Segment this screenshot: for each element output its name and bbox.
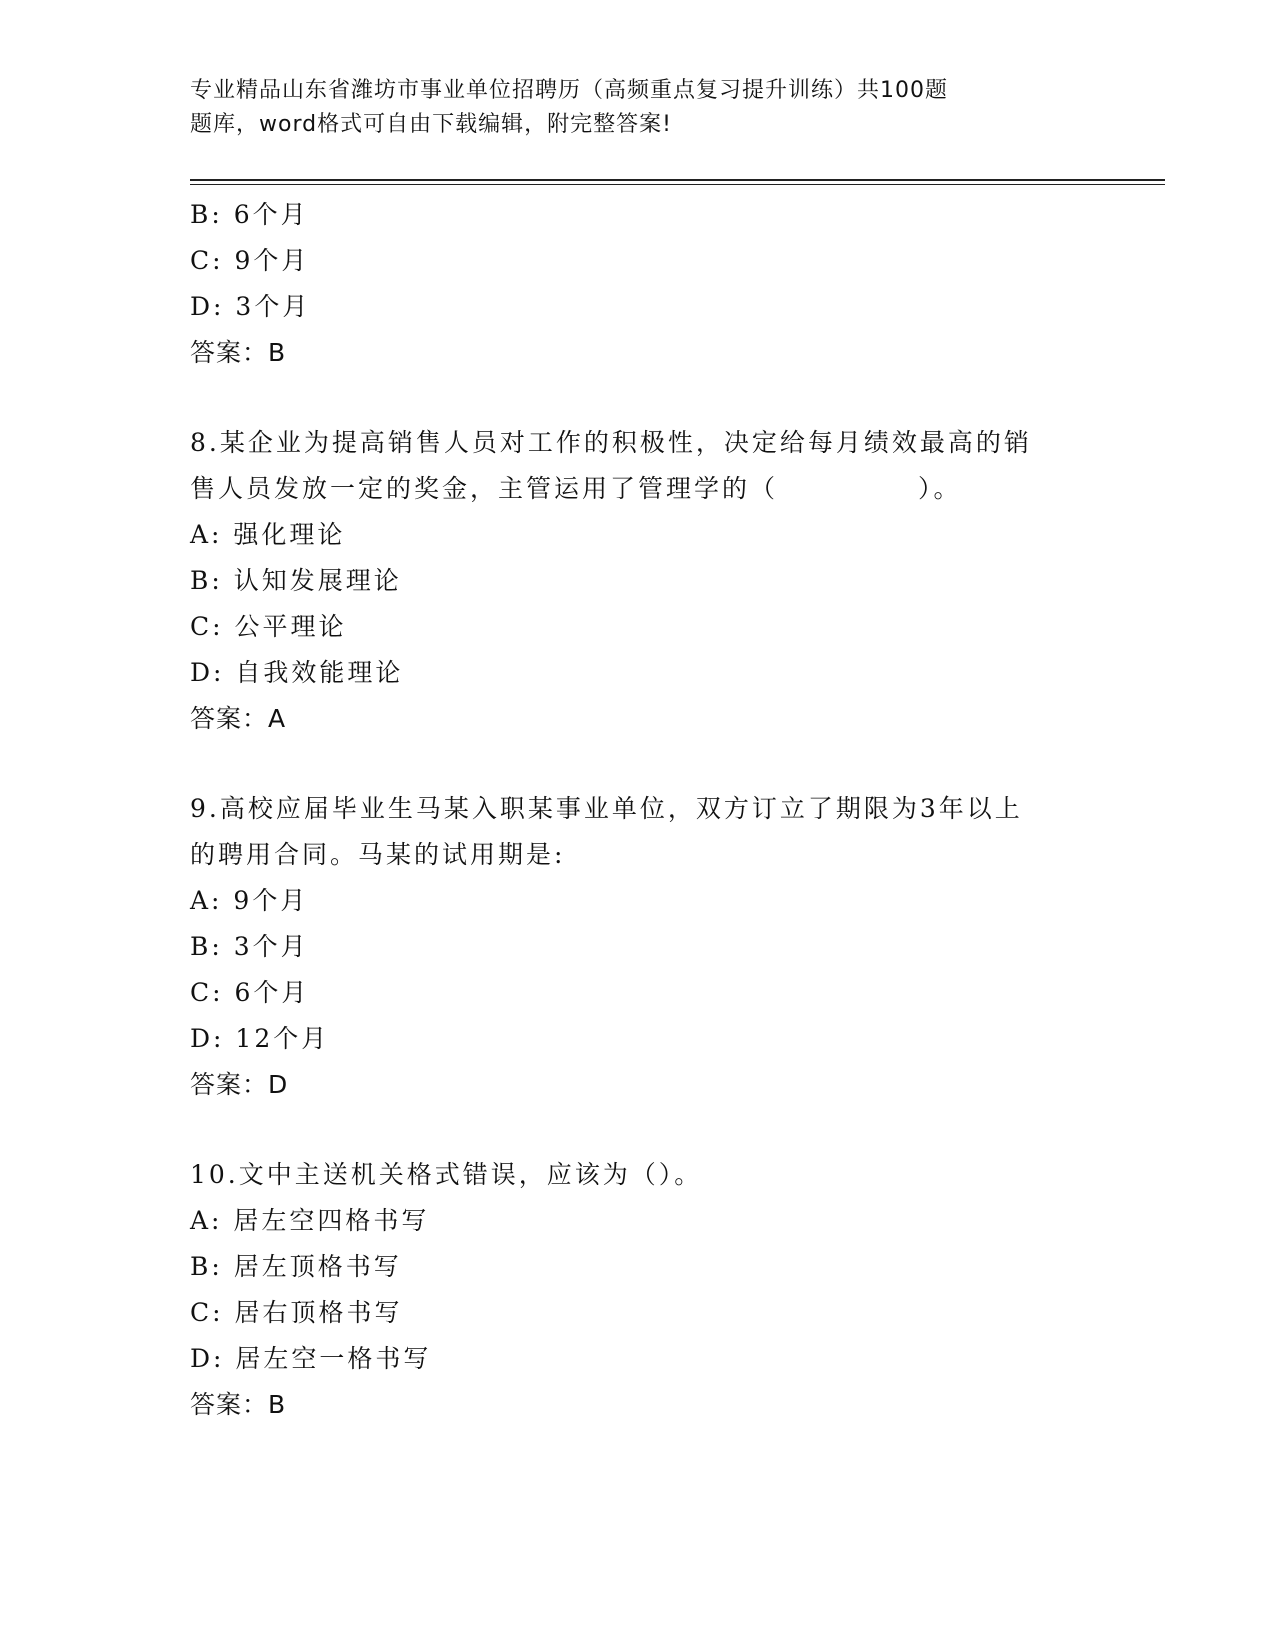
answer-line: 答案：A: [190, 704, 287, 733]
question-block-7: [190, 192, 1090, 376]
option-b: B: 6个月: [190, 200, 309, 229]
header-divider-thick: [190, 179, 1165, 181]
question-block-9: [190, 786, 1090, 1108]
document-header: [190, 74, 1040, 142]
header-title-line-2: 题库，word格式可自由下载编辑，附完整答案!: [190, 112, 672, 137]
question-text-line-1: 8.某企业为提高销售人员对工作的积极性，决定给每月绩效最高的销: [190, 428, 1032, 457]
question-text-line-2: 售人员发放一定的奖金，主管运用了管理学的（ ）。: [190, 474, 962, 503]
option-a: A: 9个月: [190, 886, 309, 915]
header-divider-thin: [190, 184, 1165, 185]
answer-line: 答案：D: [190, 1070, 289, 1099]
option-c: C: 9个月: [190, 246, 310, 275]
option-c: C: 公平理论: [190, 612, 347, 641]
option-d: D: 自我效能理论: [190, 658, 404, 687]
option-d: D: 居左空一格书写: [190, 1344, 432, 1373]
option-b: B: 认知发展理论: [190, 566, 402, 595]
question-list: [190, 192, 1090, 1428]
question-block-8: [190, 420, 1090, 742]
option-a: A: 强化理论: [190, 520, 346, 549]
answer-line: 答案：B: [190, 1390, 287, 1419]
option-b: B: 居左顶格书写: [190, 1252, 402, 1281]
question-text-line-2: 的聘用合同。马某的试用期是:: [190, 840, 566, 869]
option-b: B: 3个月: [190, 932, 309, 961]
option-d: D: 12个月: [190, 1024, 330, 1053]
question-text-line-1: 10.文中主送机关格式错误，应该为（）。: [190, 1160, 703, 1189]
option-a: A: 居左空四格书写: [190, 1206, 430, 1235]
question-block-10: [190, 1152, 1090, 1428]
header-title-line-1: 专业精品山东省潍坊市事业单位招聘历（高频重点复习提升训练）共100题: [190, 78, 948, 103]
option-c: C: 6个月: [190, 978, 310, 1007]
option-d: D: 3个月: [190, 292, 311, 321]
option-c: C: 居右顶格书写: [190, 1298, 403, 1327]
answer-line: 答案：B: [190, 338, 287, 367]
question-text-line-1: 9.高校应届毕业生马某入职某事业单位，双方订立了期限为3年以上: [190, 794, 1023, 823]
